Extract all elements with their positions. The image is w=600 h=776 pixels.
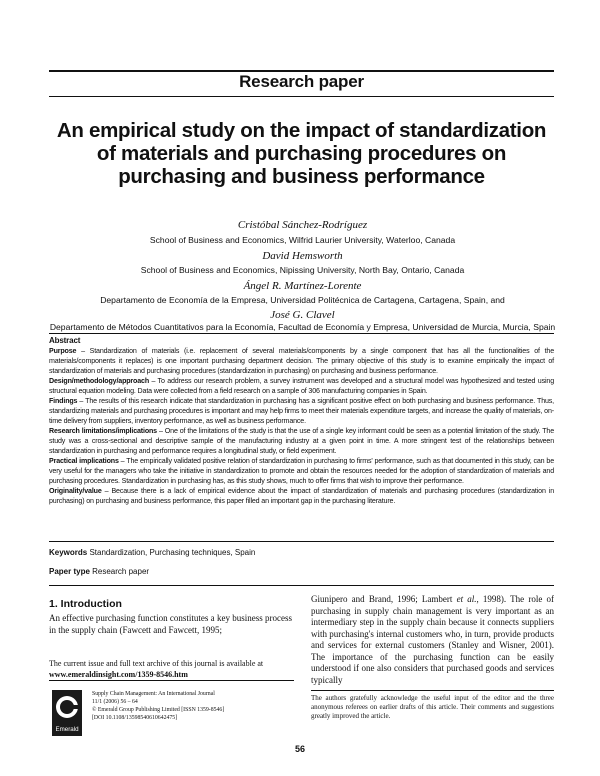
body-text-italic: et al. — [456, 594, 477, 604]
abstract-label: Purpose — [49, 347, 77, 355]
publisher-line: © Emerald Group Publishing Limited [ISSN 1359-8546] — [92, 707, 225, 713]
abstract-bottom-rule — [49, 541, 554, 542]
publisher-info — [92, 690, 224, 722]
author-name: David Hemsworth — [262, 250, 343, 262]
abstract-text: – Standardization of materials (i.e. replacement of several materials/components by a single component that has all the functionalities of the materials/components it replaces) is one important purchasing department decision. The primary objective of this study is to examine empirically the impact of standardization of materials and purchasing procedures (standardization in purchasing) on purchasing and business performance. — [49, 347, 554, 375]
paper-title: An empirical study on the impact of standardization of materials and purchasing procedures on purchasing and business performance — [56, 119, 547, 188]
author-affiliation: School of Business and Economics, Nipissing University, North Bay, Ontario, Canada — [140, 265, 465, 275]
abstract-block — [49, 336, 554, 506]
body-text: , 1998). The role of purchasing in supply chain management is very important as an intermediary step in the supply chain because it connects suppliers with purchasing's internal customers who, in turn, provide products and services for external customers (Stanley and Wisner, 2001). The importance of the purchasing function can be easily understood if one also considers that purchased goods and services typically — [311, 594, 554, 685]
paper-type-label: Paper type — [49, 567, 90, 576]
abstract-top-rule — [49, 333, 554, 334]
abstract-limitations — [49, 426, 554, 456]
abstract-text: – The results of this research indicate that standardization in purchasing has a significant positive effect on both purchasing and business performance. Thus, standardizing materials and purchasing procedures is important and may help firms to meet their materials expenditure targets, and increase the quality of materials, on-time delivery from suppliers, inventory performance, as well as business performance. — [49, 397, 554, 425]
archive-note-text: The current issue and full text archive of this journal is available at — [49, 659, 264, 668]
emerald-logo-icon — [52, 690, 82, 736]
page-number: 56 — [294, 744, 305, 754]
abstract-label: Practical implications — [49, 457, 119, 465]
paper-type-text: Research paper — [89, 567, 150, 576]
author-affiliation: Departamento de Métodos Cuantitativos para la Economía, Facultad de Economía y Empresa, Universidad de Murcia, Murcia, Spain — [49, 322, 556, 332]
body-text: Giunipero and Brand, 1996; Lambert — [311, 594, 457, 604]
abstract-text: – The empirically validated positive relation of standardization in purchasing to firms' performance, such as that documented in this study, can be very useful for the managers who take the initiative in standardization to promote and obtain the resources needed for the adoption of standardization of materials and purchasing procedures. Standardization in purchasing has, as this study shows, much to offer firms that wish to improve their performance. — [49, 457, 554, 485]
publisher-line: [DOI 10.1108/13598540610642475] — [92, 715, 178, 721]
author-name: Cristóbal Sánchez-Rodríguez — [237, 219, 368, 231]
abstract-text: – Because there is a lack of empirical evidence about the impact of standardization of materials and purchasing procedures (standardization in purchasing) on purchasing and business performance, this paper filled an important gap in the purchasing literature. — [49, 487, 554, 505]
logo-text: Emerald — [55, 726, 79, 733]
abstract-purpose — [49, 346, 554, 376]
abstract-design — [49, 376, 554, 396]
author-name: Ángel R. Martínez-Lorente — [243, 280, 362, 292]
abstract-label: Research limitations/implications — [49, 427, 157, 435]
section-heading-introduction: 1. Introduction — [49, 598, 122, 610]
abstract-label: Findings — [49, 397, 78, 405]
author-name: José G. Clavel — [270, 309, 335, 321]
abstract-heading: Abstract — [49, 336, 81, 345]
abstract-originality — [49, 486, 554, 506]
archive-url[interactable]: www.emeraldinsight.com/1359-8546.htm — [49, 670, 188, 679]
author-affiliation: Departamento de Economía de la Empresa, Universidad Politécnica de Cartagena, Cartagena, Spain, and — [100, 295, 505, 305]
abstract-findings — [49, 396, 554, 426]
author-affiliation: School of Business and Economics, Wilfrid Laurier University, Waterloo, Canada — [149, 235, 456, 245]
abstract-label: Design/methodology/approach — [49, 377, 150, 385]
section-rule — [49, 585, 554, 586]
footnote-rule — [311, 690, 554, 691]
intro-paragraph: An effective purchasing function constitutes a key business process in the supply chain (Fawcett and Fawcett, 1995; — [49, 613, 292, 635]
abstract-label: Originality/value — [49, 487, 102, 495]
keywords — [49, 548, 255, 557]
paper-type — [49, 567, 149, 576]
abstract-text: – To address our research problem, a survey instrument was developed and a structural model was hypothesized and tested using structural equation modeling. Data were collected from a field research on a sample of 306 manufacturing companies in Spain. — [49, 377, 554, 395]
header-bottom-rule — [49, 96, 554, 97]
abstract-practical — [49, 456, 554, 486]
keywords-label: Keywords — [49, 548, 88, 557]
journal-archive-note — [49, 658, 294, 680]
note-rule — [49, 680, 294, 681]
keywords-text: Standardization, Purchasing techniques, Spain — [87, 548, 256, 557]
acknowledgement-footnote: The authors gratefully acknowledge the useful input of the editor and the three anonymous referees on earlier drafts of this article. Their comments and suggestions greatly improved the article. — [311, 694, 554, 720]
publisher-line: Supply Chain Management: An International Journal — [92, 691, 215, 697]
article-type-label: Research paper — [239, 72, 364, 91]
publisher-line: 11/1 (2006) 56 – 64 — [92, 699, 138, 705]
right-column-paragraph — [311, 594, 554, 686]
abstract-text: – One of the limitations of the study is that the use of a single key informant could be seen as a potential limitation of the study. The study was a cross-sectional and descriptive sample of the manufacturing industry at a given point in time. A more stringent test of the relationships between standardization in purchasing and performance requires a longitudinal study, or field experiment. — [49, 427, 554, 455]
